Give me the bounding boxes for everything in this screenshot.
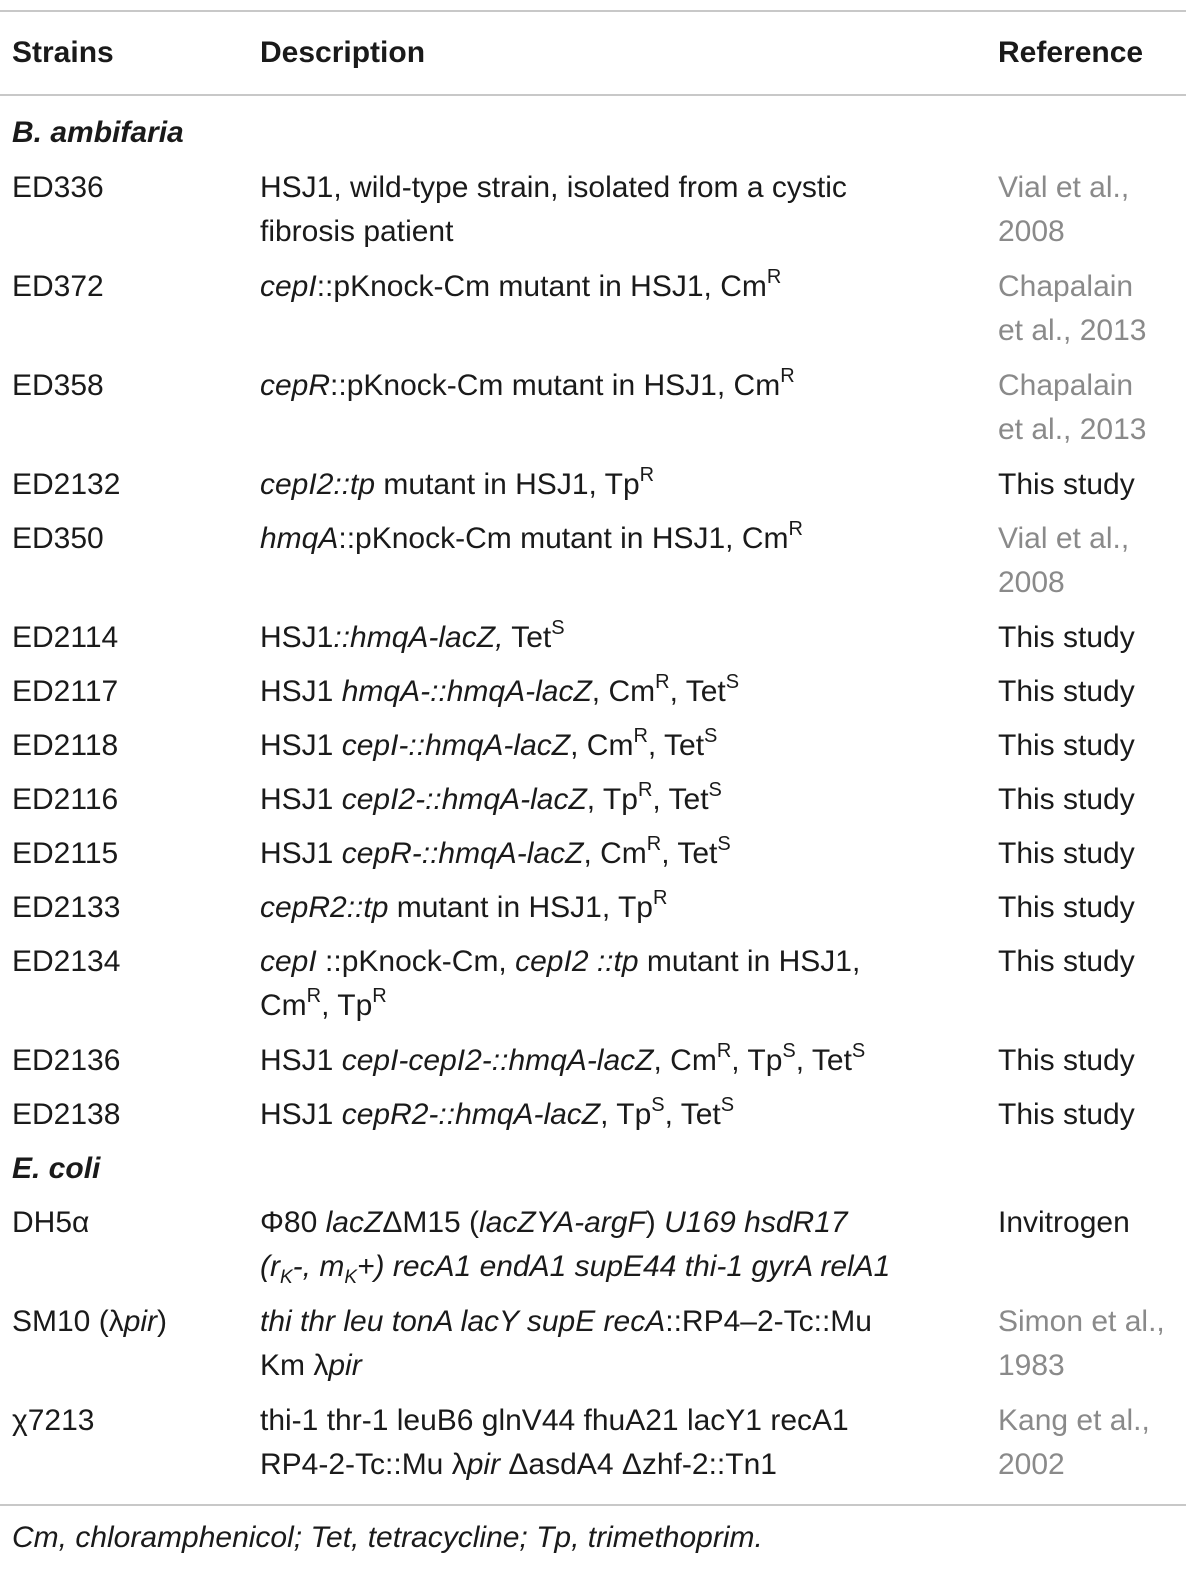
resistance-superscript: R (655, 671, 670, 693)
description-text: HSJ1 (260, 1098, 342, 1131)
description-text: , Cm (570, 729, 634, 762)
resistance-superscript: S (717, 833, 731, 855)
description-text: +) recA1 endA1 supE44 thi-1 gyrA relA1 (357, 1250, 891, 1283)
gene-name: cepI2-::hmqA-lacZ (341, 783, 587, 816)
reference-line: 2002 (998, 1448, 1065, 1481)
reference-cell: This study (998, 783, 1135, 816)
description-cell (260, 462, 654, 507)
reference-line: Chapalain (998, 270, 1134, 303)
description-cell (260, 669, 739, 714)
description-text: , Cm (653, 1044, 717, 1077)
strain-cell: ED358 (12, 369, 104, 402)
resistance-superscript: S (720, 1094, 735, 1116)
description-text: (r (260, 1250, 280, 1283)
description-text: HSJ1 (260, 621, 334, 654)
resistance-superscript: S (551, 617, 565, 639)
gene-name: ::hmqA-lacZ, (333, 621, 504, 654)
header-rule (0, 94, 1186, 96)
description-text: ::RP4–2-Tc::Mu (665, 1305, 872, 1338)
reference-cell: This study (998, 729, 1135, 762)
reference-cell: This study (998, 945, 1135, 978)
description-line: HSJ1, wild-type strain, isolated from a cystic (260, 171, 847, 204)
table-top-rule (0, 10, 1186, 12)
description-line (260, 1343, 362, 1388)
description-cell (260, 885, 667, 930)
reference-line: Vial et al., (998, 522, 1130, 555)
header-strains: Strains (12, 36, 114, 69)
gene-name: cepR2::tp (260, 891, 389, 924)
gene-name: hmqA (260, 522, 339, 555)
description-text: HSJ1 (260, 837, 342, 870)
description-text: -, m (292, 1250, 345, 1283)
description-text: ::pKnock-Cm mutant in HSJ1, Cm (330, 369, 781, 402)
group-b-ambifaria: B. ambifaria (12, 116, 184, 149)
gene-name: cepR-::hmqA-lacZ (341, 837, 584, 870)
reference-cell: This study (998, 1098, 1135, 1131)
resistance-superscript: S (851, 1040, 866, 1062)
description-text: HSJ1 (260, 675, 342, 708)
description-text: ) (645, 1206, 665, 1239)
description-line (260, 1299, 872, 1344)
description-cell (260, 1092, 734, 1137)
resistance-superscript: R (633, 725, 648, 747)
strain-cell: ED2118 (12, 729, 119, 762)
gene-name: hmqA-::hmqA-lacZ (341, 675, 592, 708)
resistance-superscript: R (637, 779, 653, 801)
description-cell (260, 363, 795, 408)
description-text: HSJ1 (260, 783, 342, 816)
strain-text: SM10 (λ (12, 1305, 124, 1338)
strain-cell: ED2116 (12, 783, 119, 816)
resistance-superscript: R (306, 985, 322, 1007)
strain-cell: DH5α (12, 1206, 90, 1239)
gene-name: cepI2::tp (260, 468, 376, 501)
description-text: , Tp (586, 783, 638, 816)
description-text: RP4-2-Tc::Mu λ (260, 1448, 467, 1481)
strain-cell: ED336 (12, 171, 104, 204)
description-text: mutant in HSJ1, (638, 945, 861, 978)
description-text: Km λ (260, 1349, 329, 1382)
resistance-superscript: R (646, 833, 662, 855)
gene-name: lacZ (325, 1206, 383, 1239)
description-line (260, 1244, 890, 1289)
reference-line: 1983 (998, 1349, 1065, 1382)
resistance-superscript: R (639, 464, 655, 486)
strain-cell: ED2115 (12, 837, 119, 870)
resistance-superscript: R (788, 518, 803, 540)
reference-line: et al., 2013 (998, 314, 1147, 347)
description-text: , Tet (652, 783, 709, 816)
reference-cell: This study (998, 891, 1135, 924)
gene-name: pir (328, 1349, 362, 1382)
gene-name: U169 hsdR17 (664, 1206, 848, 1239)
gene-name: cepR2-::hmqA-lacZ (341, 1098, 601, 1131)
strain-text: ) (157, 1305, 168, 1338)
description-text: ::pKnock-Cm, (316, 945, 516, 978)
resistance-superscript: R (653, 887, 668, 909)
description-line (260, 1442, 777, 1487)
description-line (260, 939, 860, 984)
resistance-superscript: S (782, 1040, 796, 1062)
description-cell (260, 1038, 865, 1083)
header-description: Description (260, 36, 426, 69)
description-text: , Tet (664, 1098, 721, 1131)
resistance-superscript: R (780, 365, 795, 387)
table-bottom-rule (0, 1504, 1186, 1506)
description-cell (260, 723, 717, 768)
resistance-superscript: S (704, 725, 718, 747)
description-cell (260, 264, 781, 309)
description-text: , Tp (731, 1044, 783, 1077)
reference-cell: This study (998, 621, 1135, 654)
reference-line: 2008 (998, 215, 1065, 248)
description-cell (260, 831, 731, 876)
description-text: , Tet (647, 729, 705, 762)
description-text: ΔM15 ( (382, 1206, 480, 1239)
description-line (260, 1200, 848, 1245)
strain-cell: ED2133 (12, 891, 121, 924)
description-cell (260, 516, 803, 561)
group-e-coli: E. coli (12, 1152, 101, 1185)
description-text: HSJ1 (260, 729, 342, 762)
strain-cell: ED2132 (12, 468, 121, 501)
strain-cell: χ7213 (12, 1404, 95, 1437)
description-cell (260, 615, 565, 660)
reference-cell: This study (998, 468, 1135, 501)
description-text: Φ80 (260, 1206, 326, 1239)
description-text: , Cm (591, 675, 656, 708)
description-text: ::pKnock-Cm mutant in HSJ1, Cm (338, 522, 789, 555)
header-reference: Reference (998, 36, 1144, 69)
resistance-superscript: S (725, 671, 740, 693)
reference-line: Chapalain (998, 369, 1134, 402)
reference-line: Simon et al., (998, 1305, 1165, 1338)
description-line: thi-1 thr-1 leuB6 glnV44 fhuA21 lacY1 recA1 (260, 1404, 849, 1437)
reference-line: Vial et al., (998, 171, 1130, 204)
resistance-superscript: R (766, 266, 782, 288)
reference-cell: This study (998, 1044, 1135, 1077)
subscript: K (279, 1267, 293, 1288)
gene-name: thi thr leu tonA lacY supE recA (260, 1305, 666, 1338)
reference-cell: This study (998, 837, 1135, 870)
reference-line: Kang et al., (998, 1404, 1150, 1437)
table-footnote: Cm, chloramphenicol; Tet, tetracycline; Tp, trimethoprim. (12, 1521, 763, 1554)
description-text: , Tp (600, 1098, 652, 1131)
reference-cell: This study (998, 675, 1135, 708)
description-text: ΔasdA4 Δzhf-2::Tn1 (500, 1448, 777, 1481)
gene-name: cepI (260, 945, 317, 978)
description-text: HSJ1 (260, 1044, 342, 1077)
description-text: mutant in HSJ1, Tp (375, 468, 640, 501)
description-text: , Tet (661, 837, 718, 870)
resistance-superscript: S (708, 779, 722, 801)
description-text: Cm (260, 989, 307, 1022)
reference-line: et al., 2013 (998, 413, 1147, 446)
strain-text: pir (123, 1305, 158, 1338)
gene-name: cepR (260, 369, 331, 402)
strain-cell: ED372 (12, 270, 104, 303)
description-text: , Tet (795, 1044, 852, 1077)
reference-line: 2008 (998, 566, 1065, 599)
description-line: fibrosis patient (260, 215, 454, 248)
strain-cell: ED2136 (12, 1044, 121, 1077)
reference-cell: Invitrogen (998, 1206, 1130, 1239)
strain-cell: ED2114 (12, 621, 119, 654)
description-text: , Tet (669, 675, 726, 708)
gene-name: cepI-cepI2-::hmqA-lacZ (341, 1044, 654, 1077)
strain-cell: ED2134 (12, 945, 121, 978)
gene-name: cepI2 ::tp (515, 945, 639, 978)
strain-cell: ED2138 (12, 1098, 121, 1131)
description-text: , Tp (321, 989, 373, 1022)
subscript: K (344, 1267, 358, 1288)
gene-name: cepI-::hmqA-lacZ (341, 729, 571, 762)
gene-name: cepI (260, 270, 317, 303)
description-text: Tet (503, 621, 552, 654)
description-text: , Cm (583, 837, 647, 870)
strain-cell: ED2117 (12, 675, 119, 708)
gene-name: pir (466, 1448, 501, 1481)
resistance-superscript: S (651, 1094, 665, 1116)
gene-name: lacZYA-argF (479, 1206, 646, 1239)
description-line (260, 983, 387, 1028)
resistance-superscript: R (716, 1040, 732, 1062)
strain-cell (12, 1299, 167, 1344)
description-text: mutant in HSJ1, Tp (388, 891, 653, 924)
strain-cell: ED350 (12, 522, 104, 555)
description-cell (260, 777, 722, 822)
description-text: ::pKnock-Cm mutant in HSJ1, Cm (316, 270, 767, 303)
resistance-superscript: R (372, 985, 387, 1007)
